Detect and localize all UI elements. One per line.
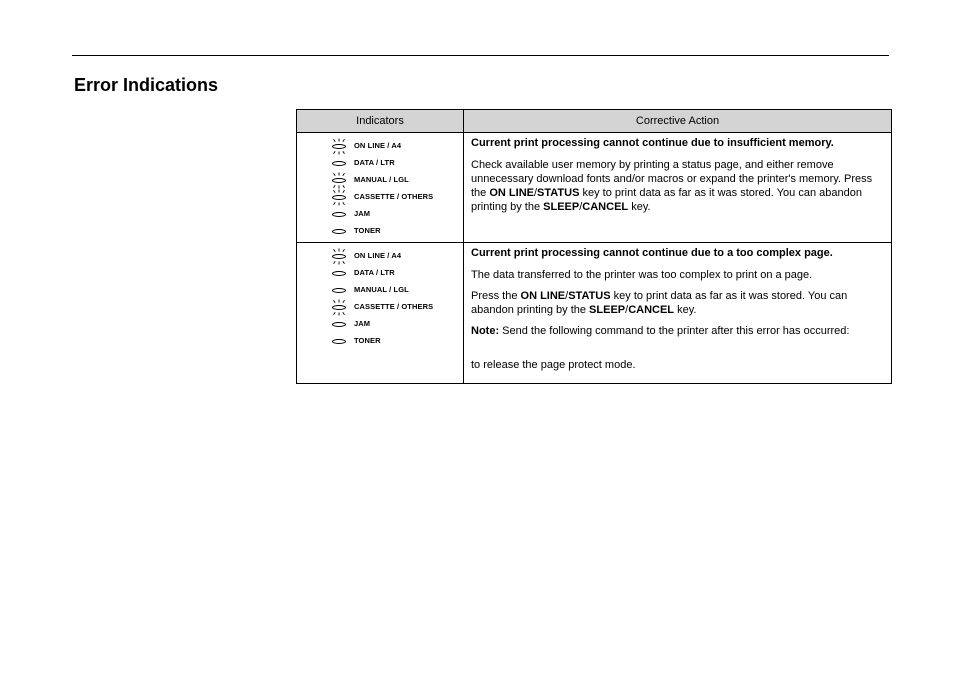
indicator-label: ON LINE / A4	[354, 251, 402, 260]
action-text: Press the ON LINE/STATUS key to print data as far as it was stored. You can abandon printing by the SLEEP/CANCEL key.	[471, 290, 848, 316]
led-icon	[332, 195, 346, 200]
error-title: Current print processing cannot continue due to a too complex page.	[471, 247, 833, 259]
key-name: STATUS	[568, 290, 611, 302]
led-icon	[332, 339, 346, 344]
note-text: Note: Send the following command to the printer after this error has occurred:	[471, 325, 850, 337]
table-row	[297, 243, 892, 384]
led-icon	[332, 305, 346, 310]
error-table	[296, 109, 892, 384]
corrective-action-cell	[464, 243, 892, 384]
action-text: Check available user memory by printing a status page, and either remove unnecessary download fonts and/or macros or expand the printer's memory. Press the ON LINE/STATUS key to print data as far as it was stored. You can abandon printing by the SLEEP/CANCEL key.	[471, 159, 873, 213]
action-text: The data transferred to the printer was too complex to print on a page.	[471, 269, 813, 281]
led-icon	[332, 144, 346, 149]
header-corrective-action: Corrective Action	[464, 110, 892, 133]
led-icon	[332, 229, 346, 234]
led-icon	[332, 288, 346, 293]
key-name: SLEEP	[589, 304, 626, 316]
key-name: ON LINE	[520, 290, 566, 302]
key-name: ON LINE	[489, 187, 534, 199]
key-name: CANCEL	[628, 304, 675, 316]
action-sentence: Check available user memory by printing a status page, and either remove unnecessary download fonts and/or macros or expand the printer's memory.	[471, 159, 841, 185]
indicator-label: DATA / LTR	[354, 158, 395, 167]
indicator-label: ON LINE / A4	[354, 141, 402, 150]
corrective-action-cell	[464, 133, 892, 243]
key-name: SLEEP	[543, 201, 580, 213]
led-icon	[332, 254, 346, 259]
indicator-label: CASSETTE / OTHERS	[354, 302, 434, 311]
top-rule	[72, 55, 889, 56]
header-indicators: Indicators	[297, 110, 464, 133]
led-icon	[332, 322, 346, 327]
indicator-cell	[297, 133, 464, 243]
note-label: Note:	[471, 325, 500, 337]
indicator-label: MANUAL / LGL	[354, 175, 409, 184]
indicator-label: JAM	[354, 319, 371, 328]
led-icon	[332, 271, 346, 276]
key-name: STATUS	[537, 187, 580, 199]
indicator-label: JAM	[354, 209, 371, 218]
indicator-label: TONER	[354, 226, 381, 235]
error-title: Current print processing cannot continue due to insufficient memory.	[471, 137, 834, 149]
led-icon	[332, 161, 346, 166]
indicator-label: MANUAL / LGL	[354, 285, 409, 294]
action-text: to release the page protect mode.	[471, 359, 636, 371]
page-title: Error Indications	[74, 75, 219, 95]
table-header-row	[297, 110, 892, 133]
table-row	[297, 133, 892, 243]
indicator-label: DATA / LTR	[354, 268, 395, 277]
indicator-label: CASSETTE / OTHERS	[354, 192, 434, 201]
indicator-cell	[297, 243, 464, 384]
key-name: CANCEL	[582, 201, 629, 213]
indicator-label: TONER	[354, 336, 381, 345]
led-icon	[332, 212, 346, 217]
led-icon	[332, 178, 346, 183]
